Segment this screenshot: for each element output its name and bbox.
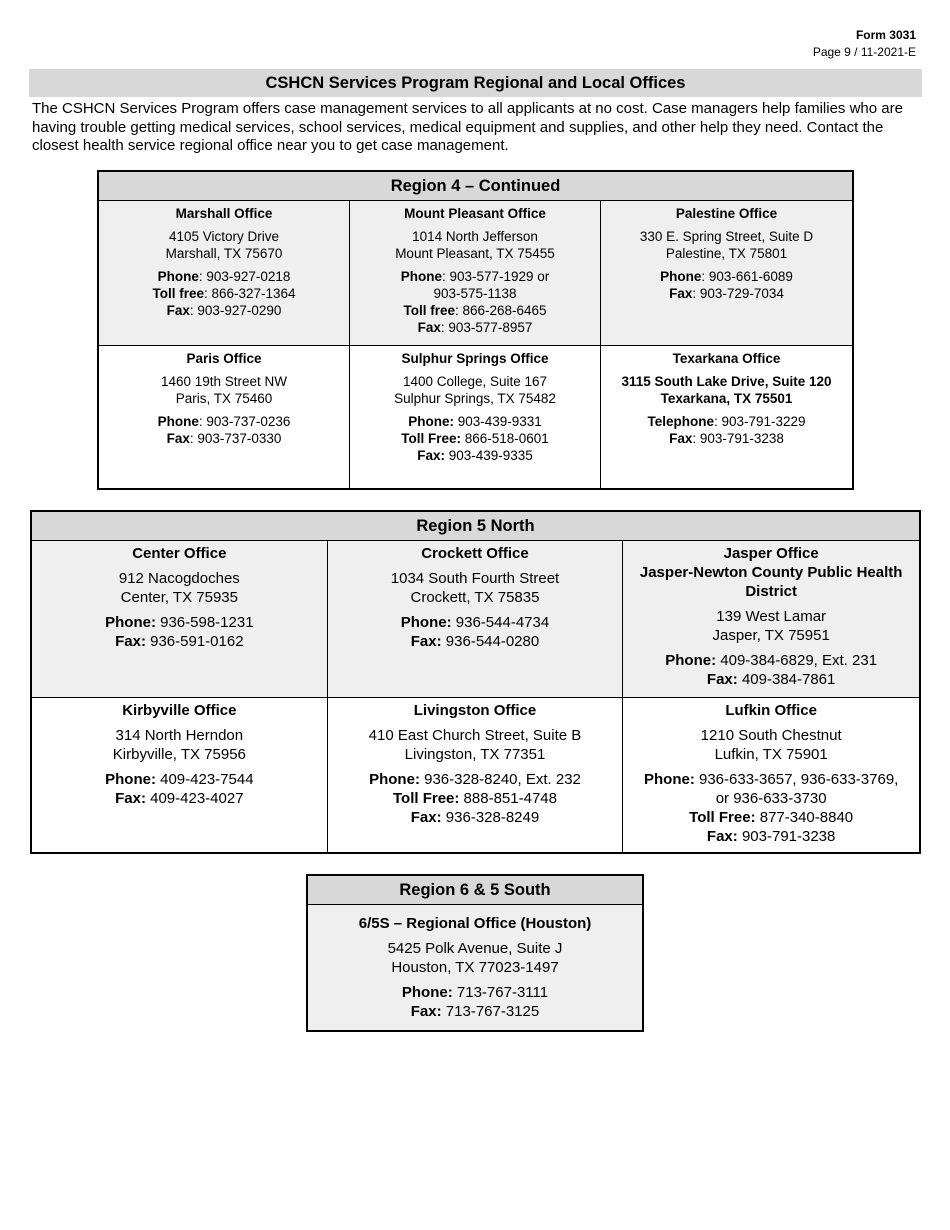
office-toll-free: Toll Free: 866-518-0601 xyxy=(401,431,549,446)
office-address-line1: 1400 College, Suite 167 xyxy=(402,374,548,389)
office-phone: Phone: 936-544-4734 xyxy=(400,614,550,631)
office-paris xyxy=(99,346,350,488)
office-phone-alt: or 936-633-3730 xyxy=(715,790,827,807)
region-4-table xyxy=(97,170,854,490)
office-fax: Fax: 903-927-0290 xyxy=(166,303,282,318)
office-phone: Phone: 903-439-9331 xyxy=(408,414,542,429)
office-phone: Phone: 713-767-3111 xyxy=(401,984,549,1001)
office-houston xyxy=(308,905,642,1030)
office-phone: Phone: 903-577-1929 or xyxy=(400,269,550,284)
office-name: Palestine Office xyxy=(675,206,778,221)
office-address-line1: 1460 19th Street NW xyxy=(160,374,288,389)
office-name: Marshall Office xyxy=(175,206,273,221)
office-lufkin xyxy=(623,698,919,852)
page-number: Page 9 / 11-2021-E xyxy=(812,45,916,59)
office-palestine xyxy=(601,201,852,346)
office-marshall xyxy=(99,201,350,346)
office-fax: Fax: 903-577-8957 xyxy=(417,320,533,335)
office-address-line1: 1014 North Jefferson xyxy=(412,229,538,244)
office-name: Lufkin Office xyxy=(725,702,817,719)
office-fax: Fax: 713-767-3125 xyxy=(410,1003,540,1020)
region-4-title: Region 4 – Continued xyxy=(99,172,852,201)
office-address-line2: Mount Pleasant, TX 75455 xyxy=(395,246,555,261)
office-fax: Fax: 903-737-0330 xyxy=(166,431,282,446)
office-phone: Phone: 936-328-8240, Ext. 232 xyxy=(369,771,581,788)
office-subname: Jasper-Newton County Public Health District xyxy=(639,564,903,600)
intro-paragraph: The CSHCN Services Program offers case management services to all applicants at no cost. Case managers help families who are having trouble getting medical services, school services, medical equipment and supplies, and other help they need. Contact the closest health service regional office near you to get case management. xyxy=(32,100,903,154)
office-phone: Phone: 903-927-0218 xyxy=(157,269,291,284)
office-name: Center Office xyxy=(132,545,227,562)
region-6-title: Region 6 & 5 South xyxy=(308,876,642,905)
office-fax: Fax: 903-729-7034 xyxy=(669,286,784,301)
form-header xyxy=(813,27,916,61)
office-phone-alt: 903-575-1138 xyxy=(433,286,517,301)
form-number: Form 3031 xyxy=(855,28,916,42)
office-center xyxy=(32,541,328,698)
office-address-line1: 3115 South Lake Drive, Suite 120 xyxy=(621,374,832,389)
office-address-line1: 410 East Church Street, Suite B xyxy=(368,727,582,744)
office-address-line1: 5425 Polk Avenue, Suite J xyxy=(387,940,563,957)
office-address-line2: Texarkana, TX 75501 xyxy=(660,391,793,406)
office-address-line1: 912 Nacogdoches xyxy=(118,570,240,587)
office-fax: Fax: 409-384-7861 xyxy=(706,671,836,688)
office-phone: Phone: 936-633-3657, 936-633-3769, xyxy=(643,771,899,788)
office-toll-free: Toll free: 866-327-1364 xyxy=(152,286,296,301)
region-5-title: Region 5 North xyxy=(32,512,919,541)
office-jasper xyxy=(623,541,919,698)
office-phone: Phone: 936-598-1231 xyxy=(105,614,254,631)
office-address-line2: Crockett, TX 75835 xyxy=(410,589,540,606)
office-telephone: Telephone: 903-791-3229 xyxy=(647,414,806,429)
office-address-line2: Sulphur Springs, TX 75482 xyxy=(394,391,556,406)
page-title: CSHCN Services Program Regional and Local Offices xyxy=(29,69,922,97)
office-address-line2: Marshall, TX 75670 xyxy=(165,246,283,261)
office-name: Sulphur Springs Office xyxy=(401,351,549,366)
office-phone: Phone: 903-661-6089 xyxy=(660,269,793,284)
office-name: Jasper Office xyxy=(723,545,819,562)
office-address-line2: Palestine, TX 75801 xyxy=(665,246,788,261)
office-address-line2: Paris, TX 75460 xyxy=(175,391,273,406)
office-livingston xyxy=(328,698,624,852)
office-kirbyville xyxy=(32,698,328,852)
office-name: 6/5S – Regional Office (Houston) xyxy=(358,915,592,932)
region-5-north-table xyxy=(30,510,921,854)
office-address-line1: 1210 South Chestnut xyxy=(700,727,842,744)
office-fax: Fax: 936-544-0280 xyxy=(410,633,540,650)
office-address-line2: Center, TX 75935 xyxy=(120,589,238,606)
office-toll-free: Toll Free: 877-340-8840 xyxy=(689,809,854,826)
office-address-line2: Lufkin, TX 75901 xyxy=(714,746,828,763)
office-address-line1: 1034 South Fourth Street xyxy=(390,570,560,587)
office-fax: Fax: 936-328-8249 xyxy=(410,809,540,826)
office-address-line1: 139 West Lamar xyxy=(716,608,827,625)
office-crockett xyxy=(328,541,624,698)
office-toll-free: Toll Free: 888-851-4748 xyxy=(392,790,557,807)
office-name: Livingston Office xyxy=(413,702,537,719)
office-fax: Fax: 903-791-3238 xyxy=(669,431,784,446)
office-fax: Fax: 903-791-3238 xyxy=(706,828,836,845)
office-name: Paris Office xyxy=(186,351,262,366)
office-mount-pleasant xyxy=(350,201,601,346)
office-fax: Fax: 936-591-0162 xyxy=(115,633,244,650)
region-6-5-south-table xyxy=(306,874,644,1032)
office-address-line1: 314 North Herndon xyxy=(115,727,244,744)
office-address-line2: Livingston, TX 77351 xyxy=(404,746,546,763)
office-address-line2: Jasper, TX 75951 xyxy=(712,627,830,644)
office-fax: Fax: 409-423-4027 xyxy=(115,790,244,807)
office-phone: Phone: 903-737-0236 xyxy=(157,414,291,429)
office-name: Crockett Office xyxy=(421,545,529,562)
office-address-line2: Houston, TX 77023-1497 xyxy=(391,959,559,976)
office-toll-free: Toll free: 866-268-6465 xyxy=(403,303,547,318)
office-phone: Phone: 409-384-6829, Ext. 231 xyxy=(665,652,878,669)
office-address-line1: 4105 Victory Drive xyxy=(168,229,280,244)
office-name: Texarkana Office xyxy=(672,351,781,366)
office-phone: Phone: 409-423-7544 xyxy=(105,771,254,788)
office-name: Kirbyville Office xyxy=(122,702,237,719)
office-texarkana xyxy=(601,346,852,488)
office-name: Mount Pleasant Office xyxy=(404,206,546,221)
office-address-line2: Kirbyville, TX 75956 xyxy=(112,746,246,763)
office-sulphur-springs xyxy=(350,346,601,488)
office-address-line1: 330 E. Spring Street, Suite D xyxy=(639,229,814,244)
office-fax: Fax: 903-439-9335 xyxy=(417,448,533,463)
